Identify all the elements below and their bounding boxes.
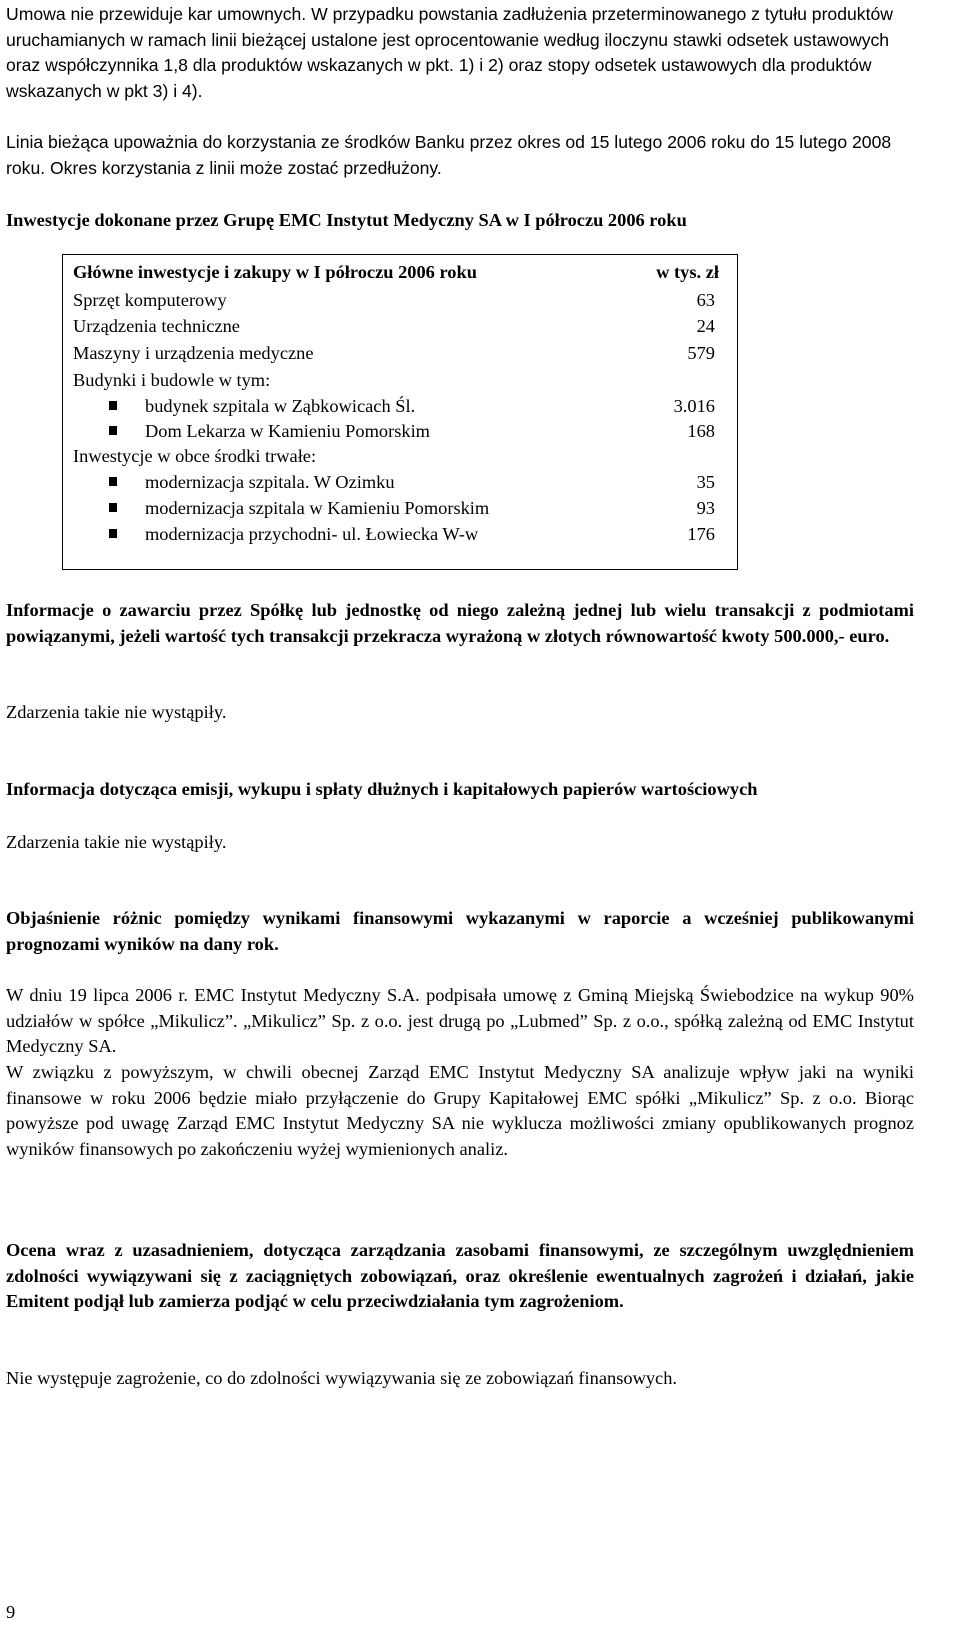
table-row [73,287,725,313]
row-label: modernizacja szpitala. W Ozimku [145,472,395,492]
row-label: Budynki i budowle w tym: [73,370,271,390]
row-value: 24 [696,316,715,336]
row-value: 93 [696,498,715,518]
table-row [73,418,725,444]
forecast-paragraph-1: W dniu 19 lipca 2006 r. EMC Instytut Medyczny S.A. podpisała umowę z Gminą Miejską Świebodzice na wykup 90% udziałów w spółce „Mikulicz”. „Mikulicz” Sp. z o.o. jest drugą po „Lubmed” Sp. z o.o., spółką zależną od EMC Instytut Medyczny SA. [6,985,914,1056]
row-label: modernizacja szpitala w Kamieniu Pomorskim [145,498,490,518]
investments-heading: Inwestycje dokonane przez Grupę EMC Instytut Medyczny SA w I półroczu 2006 roku [6,210,687,230]
transactions-heading: Informacje o zawarciu przez Spółkę lub jednostkę od niego zależną jednej lub wielu transakcji z podmiotami powiązanymi, jeżeli wartość tych transakcji przekracza wyrażoną w złotych równowartość kwoty 500.000,- euro. [6,600,914,646]
securities-heading: Informacja dotycząca emisji, wykupu i spłaty dłużnych i kapitałowych papierów wartościowych [6,779,758,799]
investments-table-header [73,259,725,285]
assessment-heading: Ocena wraz z uzasadnieniem, dotycząca zarządzania zasobami finansowymi, ze szczególnym uwzględnieniem zdolności wywiązywani się z zaciągniętych zobowiązań, oraz określenie ewentualnych zagrożeń i działań, jakie Emitent podjął lub zamierza podjąć w celu przeciwdziałania tym zagrożeniom. [6,1240,914,1311]
row-label: Inwestycje w obce środki trwałe: [73,446,317,466]
row-value: 176 [687,524,715,544]
bullet-icon [109,426,117,435]
intro-paragraph-2: Linia bieżąca upoważnia do korzystania ze środków Banku przez okres od 15 lutego 2006 roku do 15 lutego 2008 roku. Okres korzystania z linii może zostać przedłużony. [6,132,892,178]
row-value: 168 [687,421,715,441]
investments-table [62,254,738,570]
bullet-icon [109,401,117,410]
table-row [73,367,725,393]
assessment-text: Nie występuje zagrożenie, co do zdolności wywiązywania się ze zobowiązań finansowych. [6,1368,678,1388]
row-value: 3.016 [673,396,715,416]
forecast-paragraph-2: W związku z powyższym, w chwili obecnej Zarząd EMC Instytut Medyczny SA analizuje wpływ jaki na wyniki finansowe w roku 2006 będzie miało przyłączenie do Grupy Kapitałowej EMC spółki „Mikulicz” Sp. z o.o. Biorąc powyższe pod uwagę Zarząd EMC Instytut Medyczny SA nie wyklucza możliwości zmiany opublikowanych prognoz wyników finansowych po zakończeniu wyżej wymienionych analiz. [6,1062,914,1159]
page-number: 9 [6,1602,16,1622]
row-label: modernizacja przychodni- ul. Łowiecka W-w [145,524,479,544]
investments-table-title: Główne inwestycje i zakupy w I półroczu 2006 roku [73,262,477,282]
row-value: 63 [696,290,715,310]
row-label: Dom Lekarza w Kamieniu Pomorskim [145,421,430,441]
intro-paragraph-1: Umowa nie przewiduje kar umownych. W przypadku powstania zadłużenia przeterminowanego z tytułu produktów uruchamianych w ramach linii bieżącej ustalone jest oprocentowanie według iloczynu stawki odsetek ustawowych oraz współczynnika 1,8 dla produktów wskazanych w pkt. 1) i 2) oraz stopy odsetek ustawowych dla produktów wskazanych w pkt 3) i 4). [6,4,893,101]
row-label: Maszyny i urządzenia medyczne [73,343,314,363]
bullet-icon [109,477,117,486]
row-label: Sprzęt komputerowy [73,290,227,310]
forecast-heading: Objaśnienie różnic pomiędzy wynikami finansowymi wykazanymi w raporcie a wcześniej publikowanymi prognozami wyników na dany rok. [6,908,914,954]
securities-text: Zdarzenia takie nie wystąpiły. [6,832,227,852]
table-row [73,443,725,469]
table-row [73,469,725,495]
bullet-icon [109,529,117,538]
table-row [73,521,725,547]
transactions-text: Zdarzenia takie nie wystąpiły. [6,702,227,722]
table-row [73,495,725,521]
row-value: 579 [687,343,715,363]
table-row [73,313,725,339]
row-value: 35 [696,472,715,492]
bullet-icon [109,503,117,512]
row-label: Urządzenia techniczne [73,316,240,336]
table-row [73,340,725,366]
row-label: budynek szpitala w Ząbkowicach Śl. [145,396,416,416]
table-row [73,393,725,419]
investments-table-unit: w tys. zł [656,262,719,282]
